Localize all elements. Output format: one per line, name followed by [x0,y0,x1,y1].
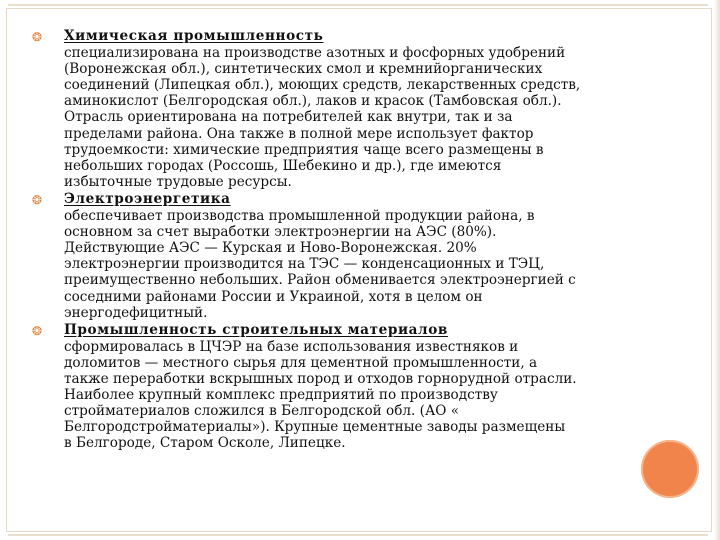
section-heading: Электроэнергетика [64,190,231,207]
slide-content [32,28,676,452]
section-heading: Химическая промышленность [64,28,324,44]
section-power-industry [32,190,676,321]
decorative-orange-circle [641,440,699,498]
section-text: специализирована на производстве азотных и фосфорных удобрений (Воронежская обл.), синтетических смол и кремнийорганических соединений (Липецкая обл.), моющих средств, лекарственных средств, аминокислот (Белгородская обл.), лаков и красок (Тамбовская обл.). Отрасль ориентирована на потребителей как внутри, так и за пределами района. Она также в полной мере использует фактор трудоемкости: химические предприятия чаще всего размещены в небольших городах (Россошь, Шебекино и др.), где имеются избыточные трудовые ресурсы. [64,45,581,190]
section-text: обеспечивает производства промышленной продукции района, в основном за счет выработки электроэнергии на АЭС (80%). Действующие АЭС — Курская и Ново-Воронежская. 20% электроэнергии производится на ТЭС — конденсационных и ТЭЦ, преимущественно небольших. Район обменивается электроэнергией с соседними районами России и Украиной, хотя в целом он энергодефицитный. [64,208,576,321]
sun-bullet-icon: ❂ [32,323,43,338]
section-building-materials [32,321,676,452]
side-shadow [714,0,720,540]
section-chemical-industry [32,28,676,190]
section-text: сформировалась в ЦЧЭР на базе использования известняков и доломитов — местного сырья для цементной промышленности, а также переработки вскрышных пород и отходов горнорудной отрасли. Наиболее крупный комплекс предприятий по производству стройматериалов сложился в Белгородской обл. (АО « Белгородстройматериалы»). Крупные цементные заводы размещены в Белгороде, Старом Осколе, Липецке. [64,338,577,452]
section-heading: Промышленность строительных материалов [64,321,448,338]
sun-bullet-icon: ❂ [32,192,43,207]
top-accent-bar [8,4,708,6]
bottom-accent-bar [8,534,708,536]
sun-bullet-icon: ❂ [32,30,43,44]
